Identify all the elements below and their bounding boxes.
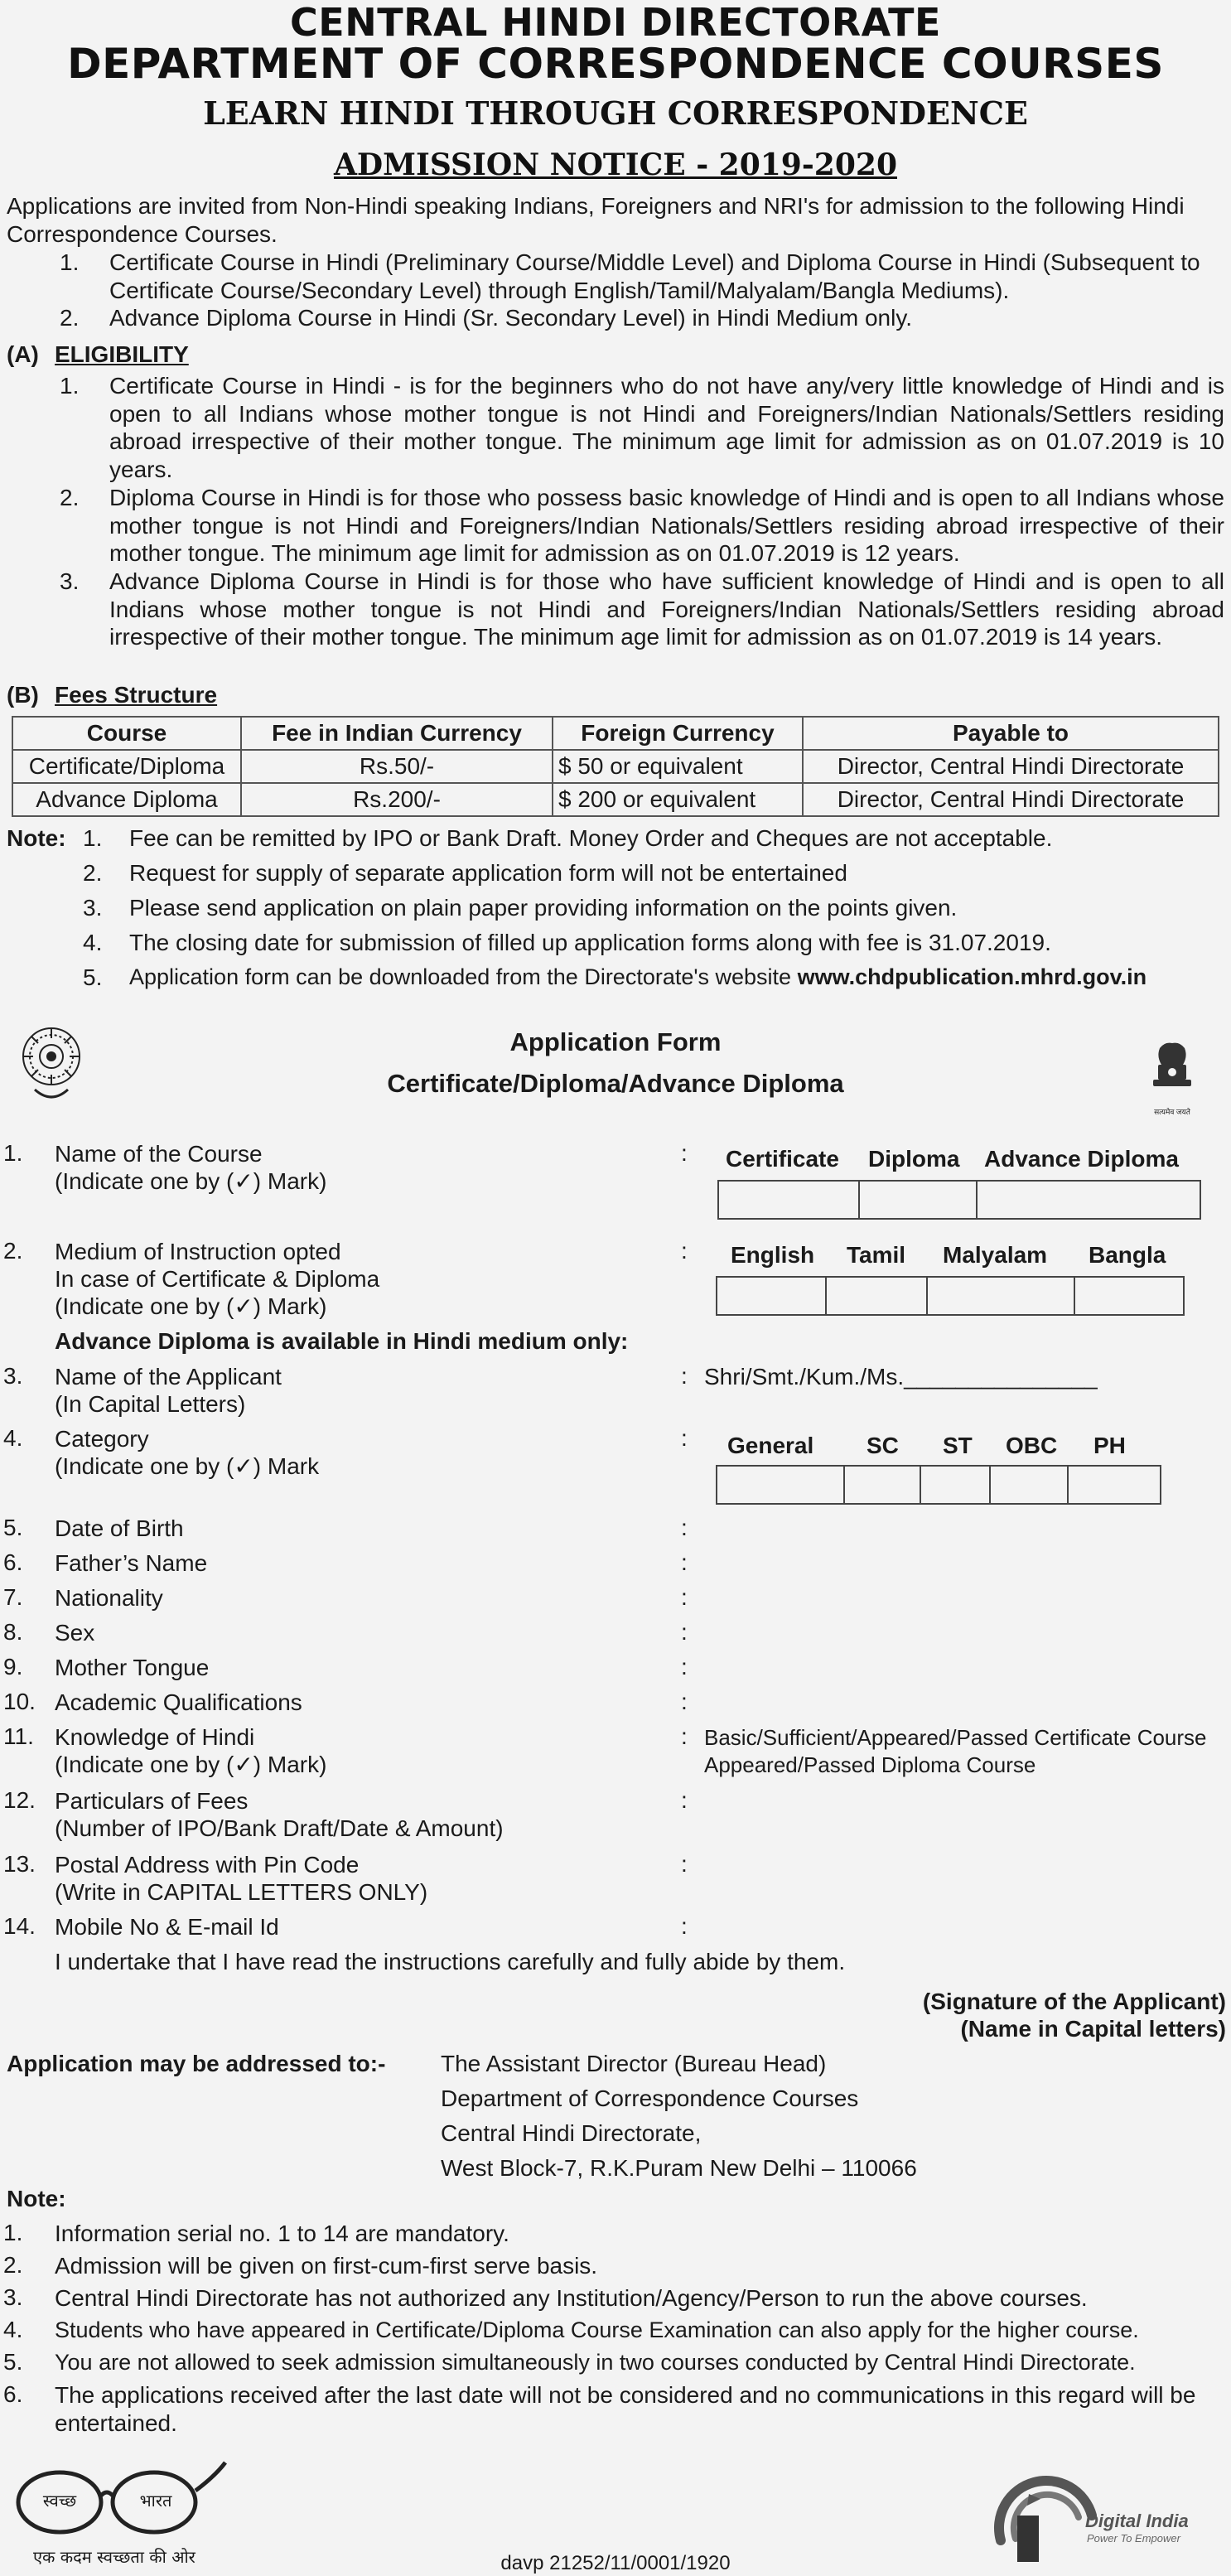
eligibility-item: Certificate Course in Hindi - is for the beginners who do not have any/very little knowledge of Hindi and is open to all Indians whose mother tongue is not Hindi and Foreigners/Indian Nationals/Settlers residing abroad irrespective of their mother tongue. The minimum age limit for admission as on 01.07.2019 is 10 years. — [109, 373, 1224, 482]
fee-particulars-label: Particulars of Fees — [55, 1788, 249, 1814]
section-a-marker: (A) — [7, 341, 39, 367]
medium-option-label: Malyalam — [943, 1242, 1048, 1268]
medium-checkbox-bangla[interactable] — [1075, 1278, 1183, 1314]
table-cell: Certificate/Diploma — [12, 750, 241, 783]
postal-address-label: Postal Address with Pin Code — [55, 1852, 360, 1878]
eligibility-heading: ELIGIBILITY — [55, 341, 189, 367]
field-number: 6. — [3, 1549, 23, 1575]
category-option-label: OBC — [1006, 1433, 1058, 1458]
note-item-num: 1. — [3, 2220, 23, 2245]
hindi-knowledge-option[interactable]: Appeared/Passed Diploma Course — [704, 1752, 1036, 1777]
course-option-label: Advance Diploma — [984, 1146, 1179, 1172]
category-option-label: ST — [943, 1433, 973, 1458]
category-label: Category — [55, 1426, 149, 1452]
medium-subtext: In case of Certificate & Diploma — [55, 1266, 380, 1292]
column-header: Fee in Indian Currency — [241, 717, 553, 750]
sex-label: Sex — [55, 1620, 95, 1646]
eligibility-item: Diploma Course in Hindi is for those who possess basic knowledge of Hindi and is open to all Indians whose mother tongue is not Hindi and Foreigners/Indian Nationals/Settlers residing abroad irrespective of their mother tongue. The minimum age limit for admission as on 01.07.2019 is 12 years. — [109, 485, 1224, 566]
postal-address-hint: (Write in CAPITAL LETTERS ONLY) — [55, 1879, 428, 1905]
intro-item-num: 2. — [60, 305, 80, 331]
eligibility-item: Advance Diploma Course in Hindi is for those who have sufficient knowledge of Hindi and is open to all Indians whose mother tongue is not Hindi and Foreigners/Indian Nationals/Settlers residing abroad irrespective of their mother tongue. The minimum age limit for admission as on 01.07.2019 is 14 years. — [109, 568, 1224, 650]
column-header: Foreign Currency — [553, 717, 803, 750]
eligibility-item-num: 2. — [60, 485, 80, 510]
note-item: Admission will be given on first-cum-first serve basis. — [55, 2253, 598, 2279]
fees-table — [12, 716, 1219, 817]
mobile-email-label: Mobile No & E-mail Id — [55, 1914, 279, 1940]
medium-option-label: Tamil — [847, 1242, 906, 1268]
field-colon: : — [681, 1238, 688, 1264]
table-cell: $ 200 or equivalent — [553, 783, 803, 816]
category-hint: (Indicate one by (✓) Mark — [55, 1453, 320, 1479]
medium-checkbox-tamil[interactable] — [827, 1278, 928, 1314]
medium-checkbox-row — [716, 1276, 1185, 1316]
applicant-name-hint: (In Capital Letters) — [55, 1391, 246, 1417]
note-item: Fee can be remitted by IPO or Bank Draft. Money Order and Cheques are not acceptable. — [129, 825, 1053, 851]
category-checkbox-row — [716, 1465, 1161, 1505]
section-b-marker: (B) — [7, 682, 39, 708]
intro-item: Advance Diploma Course in Hindi (Sr. Secondary Level) in Hindi Medium only. — [109, 305, 913, 331]
field-number: 10. — [3, 1689, 36, 1714]
field-number: 2. — [3, 1238, 23, 1264]
note-item-num: 4. — [3, 2317, 23, 2342]
note-item-num: 3. — [3, 2284, 23, 2310]
nationality-label: Nationality — [55, 1585, 163, 1611]
note-item-num: 1. — [83, 825, 103, 851]
field-number: 11. — [3, 1723, 34, 1749]
note-item: You are not allowed to seek admission simultaneously in two courses conducted by Central Hindi Directorate. — [55, 2350, 1136, 2375]
medium-hint: (Indicate one by (✓) Mark) — [55, 1293, 327, 1319]
note-item-num: 3. — [83, 895, 103, 921]
category-option-label: SC — [867, 1433, 899, 1458]
field-number: 14. — [3, 1913, 36, 1939]
field-colon: : — [681, 1425, 688, 1451]
field-number: 13. — [3, 1851, 36, 1877]
admission-notice-title: ADMISSION NOTICE - 2019-2020 — [333, 147, 897, 182]
eligibility-item-num: 3. — [60, 568, 80, 594]
form-title: Application Form — [509, 1027, 722, 1056]
swachh-tagline: एक कदम स्वच्छता की ओर — [33, 2547, 196, 2567]
note-item-num: 2. — [83, 860, 103, 886]
intro-item: Certificate Course in Hindi (Preliminary Course/Middle Level) and Diploma Course in Hindi (Subsequent to Certificate Course/Secondary Level) through English/Tamil/Malyalam/Bangla Mediums). — [109, 249, 1200, 303]
note-item: The closing date for submission of filled up application forms along with fee is 31.07.2019. — [129, 930, 1051, 955]
category-checkbox-general[interactable] — [717, 1467, 845, 1503]
address-label: Application may be addressed to:- — [7, 2051, 386, 2076]
field-colon: : — [681, 1723, 688, 1749]
advance-diploma-note: Advance Diploma is available in Hindi medium only: — [55, 1328, 629, 1354]
father-name-field[interactable]: : — [681, 1549, 688, 1575]
note-item-num: 5. — [3, 2349, 23, 2375]
note-item: The applications received after the last date will not be considered and no communications in this regard will be entertained. — [55, 2382, 1196, 2436]
field-colon: : — [681, 1140, 688, 1166]
note-label: Note: — [7, 825, 66, 851]
field-number: 4. — [3, 1425, 23, 1451]
medium-checkbox-malyalam[interactable] — [928, 1278, 1075, 1314]
course-hint: (Indicate one by (✓) Mark) — [55, 1168, 327, 1194]
intro-text: Applications are invited from Non-Hindi speaking Indians, Foreigners and NRI's for admission to the following Hindi Correspondence Courses. — [7, 193, 1185, 247]
field-number: 5. — [3, 1515, 23, 1540]
mother-tongue-field[interactable]: : — [681, 1654, 688, 1679]
davp-code: davp 21252/11/0001/1920 — [500, 2552, 731, 2574]
academic-qualifications-label: Academic Qualifications — [55, 1689, 302, 1715]
course-checkbox-row — [717, 1180, 1201, 1220]
address-line: West Block-7, R.K.Puram New Delhi – 110066 — [441, 2155, 917, 2181]
academic-qualifications-field[interactable]: : — [681, 1689, 688, 1714]
sex-field[interactable]: : — [681, 1619, 688, 1645]
note-label: Note: — [7, 2186, 66, 2211]
signature-line: (Signature of the Applicant) — [922, 1989, 1226, 2014]
intro-item-num: 1. — [60, 249, 80, 275]
fee-particulars-hint: (Number of IPO/Bank Draft/Date & Amount) — [55, 1815, 504, 1841]
mother-tongue-label: Mother Tongue — [55, 1655, 210, 1680]
table-cell: Rs.50/- — [241, 750, 553, 783]
table-header-row — [12, 717, 1219, 750]
note-item-text: Application form can be downloaded from the Directorate's website — [129, 964, 798, 989]
form-subtitle: Certificate/Diploma/Advance Diploma — [387, 1069, 844, 1098]
column-header: Course — [12, 717, 241, 750]
note-item-num: 4. — [83, 930, 103, 955]
medium-option-label: Bangla — [1089, 1242, 1166, 1268]
note-item: Central Hindi Directorate has not authorized any Institution/Agency/Person to run the above courses. — [55, 2285, 1088, 2311]
mobile-email-field[interactable]: : — [681, 1913, 688, 1939]
table-row — [12, 783, 1219, 816]
course-label: Name of the Course — [55, 1141, 263, 1167]
note-item-num: 6. — [3, 2381, 23, 2407]
table-cell: $ 50 or equivalent — [553, 750, 803, 783]
table-cell: Director, Central Hindi Directorate — [803, 750, 1219, 783]
field-number: 9. — [3, 1654, 23, 1679]
course-checkbox-certificate[interactable] — [719, 1182, 860, 1218]
category-checkbox-obc[interactable] — [991, 1467, 1069, 1503]
medium-label: Medium of Instruction opted — [55, 1239, 341, 1264]
dob-field[interactable]: : — [681, 1515, 688, 1540]
note-item-num: 5. — [83, 964, 103, 990]
emblem-caption: सत्यमेव जयते — [1154, 1108, 1190, 1116]
field-number: 7. — [3, 1584, 23, 1610]
nationality-field[interactable]: : — [681, 1584, 688, 1610]
address-line: The Assistant Director (Bureau Head) — [441, 2051, 827, 2076]
fee-particulars-field[interactable]: : — [681, 1787, 688, 1813]
note-item: Please send application on plain paper providing information on the points given. — [129, 895, 958, 921]
category-checkbox-ph[interactable] — [1069, 1467, 1160, 1503]
table-row — [12, 750, 1219, 783]
course-checkbox-diploma[interactable] — [860, 1182, 978, 1218]
medium-checkbox-english[interactable] — [717, 1278, 827, 1314]
hindi-knowledge-option[interactable]: Basic/Sufficient/Appeared/Passed Certificate Course — [704, 1725, 1207, 1750]
hindi-knowledge-label: Knowledge of Hindi — [55, 1724, 255, 1750]
fees-heading: Fees Structure — [55, 682, 218, 708]
course-checkbox-advance-diploma[interactable] — [978, 1182, 1200, 1218]
category-checkbox-sc[interactable] — [845, 1467, 921, 1503]
eligibility-item-num: 1. — [60, 373, 80, 399]
field-number: 1. — [3, 1140, 23, 1166]
postal-address-field[interactable]: : — [681, 1851, 688, 1877]
address-line: Central Hindi Directorate, — [441, 2120, 702, 2146]
bharat-word: भारत — [139, 2491, 172, 2511]
table-cell: Director, Central Hindi Directorate — [803, 783, 1219, 816]
swachh-word: स्वच्छ — [42, 2491, 77, 2511]
digital-india-logo-icon — [968, 2458, 1100, 2574]
address-line: Department of Correspondence Courses — [441, 2085, 859, 2111]
hindi-knowledge-hint: (Indicate one by (✓) Mark) — [55, 1752, 327, 1777]
field-colon: : — [681, 1363, 688, 1389]
field-number: 12. — [3, 1787, 36, 1813]
tagline: LEARN HINDI THROUGH CORRESPONDENCE — [203, 94, 1028, 132]
digital-india-tagline: Power To Empower — [1087, 2532, 1180, 2545]
national-emblem-icon — [1142, 1040, 1203, 1104]
undertaking-text: I undertake that I have read the instructions carefully and fully abide by them. — [55, 1949, 846, 1974]
note-item-num: 2. — [3, 2252, 23, 2278]
note-item: Students who have appeared in Certificate/Diploma Course Examination can also apply for the higher course. — [55, 2317, 1139, 2342]
table-cell: Rs.200/- — [241, 783, 553, 816]
category-option-label: General — [727, 1433, 814, 1458]
note-item: Information serial no. 1 to 14 are mandatory. — [55, 2221, 509, 2246]
course-option-label: Diploma — [868, 1146, 960, 1172]
column-header: Payable to — [803, 717, 1219, 750]
digital-india-text: Digital India — [1085, 2511, 1189, 2531]
category-checkbox-st[interactable] — [921, 1467, 991, 1503]
dob-label: Date of Birth — [55, 1515, 184, 1541]
course-option-label: Certificate — [726, 1146, 839, 1172]
field-number: 8. — [3, 1619, 23, 1645]
note-item: Request for supply of separate application form will not be entertained — [129, 860, 847, 886]
category-option-label: PH — [1093, 1433, 1126, 1458]
website-link[interactable]: www.chdpublication.mhrd.gov.in — [797, 964, 1147, 989]
applicant-name-field[interactable]: Shri/Smt./Kum./Ms._______________ — [704, 1364, 1098, 1389]
name-capital-line: (Name in Capital letters) — [960, 2016, 1226, 2042]
father-name-label: Father’s Name — [55, 1550, 208, 1576]
table-cell: Advance Diploma — [12, 783, 241, 816]
note-item — [129, 964, 1231, 992]
directorate-title: CENTRAL HINDI DIRECTORATE — [290, 0, 941, 45]
field-number: 3. — [3, 1363, 23, 1389]
applicant-name-label: Name of the Applicant — [55, 1364, 282, 1389]
department-title: DEPARTMENT OF CORRESPONDENCE COURSES — [67, 40, 1164, 88]
medium-option-label: English — [731, 1242, 815, 1268]
